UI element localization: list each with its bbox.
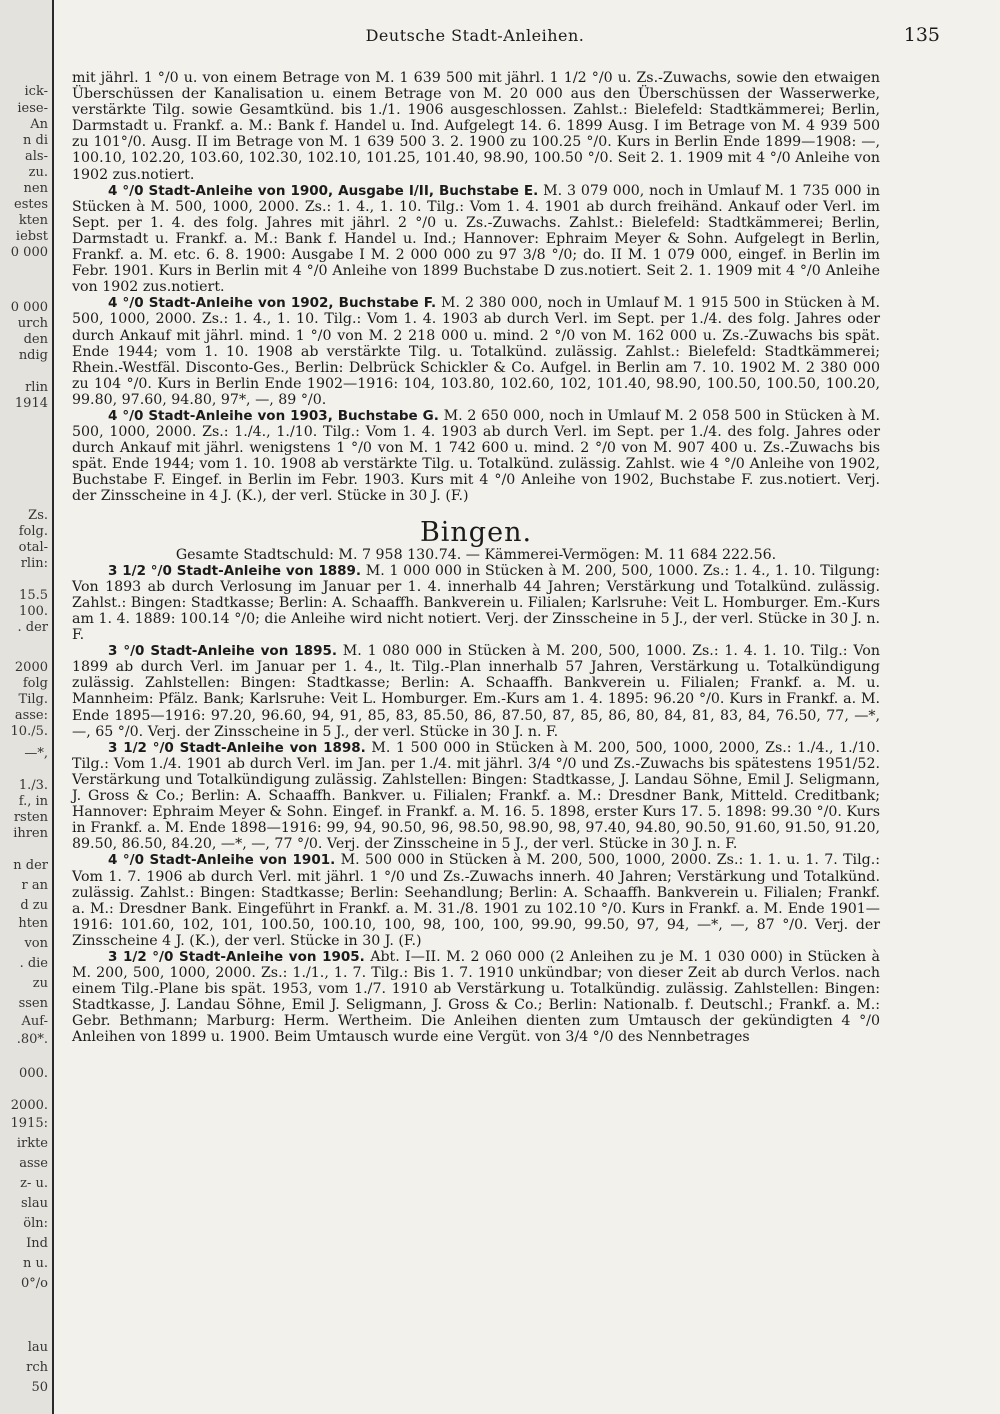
margin-fragment: asse [19, 1156, 48, 1171]
margin-fragment: z- u. [20, 1176, 48, 1191]
margin-fragment: asse: [14, 708, 48, 723]
margin-fragment: 0 000 [10, 245, 48, 260]
entry-heading: 4 °/0 Stadt-Anleihe von 1901. [108, 852, 336, 869]
margin-fragment: n der [13, 858, 48, 873]
bond-entry [72, 852, 880, 949]
margin-fragment: 0 000 [10, 300, 48, 315]
margin-fragment: f., in [18, 794, 48, 809]
margin-fragment: .80*. [16, 1032, 48, 1047]
entry-heading: 3 1/2 °/0 Stadt-Anleihe von 1898. [108, 739, 366, 756]
entry-text: Abt. I—II. M. 2 060 000 (2 Anleihen zu je M. 1 030 000) in Stücken à M. 200, 500, 1000, 2000. Zs.: 1./1., 1. 7. Tilg.: Bis 1. 7. 1910 unkündbar; von dieser Zeit ab durch Verlos. nach einem Tilg.-Plane bis spät. 1953, vom 1./7. 1910 ab Verstärkung u. Totalkündig. zulässig. Zahlstellen: Bingen: Stadtkasse, J. Landau Söhne, Emil J. Seligmann, J. Gross & Co.; Berlin: Nationalb. f. Deutschl.; Frankf. a. M.: Gebr. Bethmann; Marburg: Herm. Wertheim. Die Anleihen dienten zum Umtausch der gekündigten 4 °/0 Anleihen von 1899 u. 1900. Beim Umtausch wurde eine Vergüt. von 3/4 °/0 des Nennbetrages [72, 948, 880, 1046]
margin-fragment: 1915: [10, 1116, 48, 1131]
margin-fragment: r an [21, 878, 48, 893]
bond-entry [72, 408, 880, 505]
margin-fragment: irkte [16, 1136, 48, 1151]
bond-entry [72, 643, 880, 740]
margin-fragment: rlin [25, 380, 48, 395]
entry-heading: 4 °/0 Stadt-Anleihe von 1900, Ausgabe I/II, Buchstabe E. [108, 182, 539, 199]
book-page [60, 0, 990, 1414]
margin-fragment: . die [19, 956, 48, 971]
margin-fragment: hten [18, 916, 48, 931]
entry-heading: 4 °/0 Stadt-Anleihe von 1902, Buchstabe F. [108, 295, 437, 312]
margin-fragment: ssen [18, 996, 48, 1011]
margin-fragment: ihren [13, 826, 48, 841]
margin-fragment: 1914 [14, 396, 48, 411]
entry-text: M. 1 500 000 in Stücken à M. 200, 500, 1000, 2000, Zs.: 1./4., 1./10. Tilg.: Vom 1./4. 1901 ab durch Verl. im Jan. per 1./4. mit jährl. 3/4 °/0 und Zs.-Zuwachs bis spätestens 1951/52. Verstärkung und Totalkündigung zulässig. Zahlstellen: Bingen: Stadtkasse, J. Landau Söhne, Emil J. Seligmann, J. Gross & Co.; Berlin: A. Schaaffh. Bankver. u. Filialen; Frankf. a. M.: Dresdner Bank, Mitteld. Creditbank; Hannover: Ephraim Meyer & Sohn. Eingef. in Frankf. a. M. 16. 5. 1898, erster Kurs 17. 5. 1898: 99.30 °/0. Kurs in Frankf. a. M. Ende 1898—1916: 99, 94, 90.50, 96, 98.50, 98.90, 98, 97.40, 94.80, 90.50, 91.60, 91.50, 91.20, 89.50, 86.50, 84.20, —*, —, 77 °/0. Verj. der Zinsscheine in 5 J., der verl. Stücke in 30 J. n. F. [72, 739, 880, 853]
margin-fragment: 1./3. [18, 778, 48, 793]
bond-entry [72, 183, 880, 296]
margin-fragment: folg. [18, 524, 48, 539]
entry-text: M. 1 000 000 in Stücken à M. 200, 500, 1000. Zs.: 1. 4., 1. 10. Tilgung: Von 1893 ab durch Verlosung im Januar per 1. 4. innerhalb 44 Jahren; Verstärkung und Totalkünd. zulässig. Zahlst.: Bingen: Stadtkasse; Berlin: A. Schaaffh. Bankverein u. Filialen; Karlsruhe: Veit L. Homburger. Em.-Kurs am 1. 4. 1889: 100.14 °/0; die Anleihe wird nicht notiert. Verj. der Zinsscheine in 5 J., der verl. Stücke in 30 J. n. F. [72, 562, 880, 644]
margin-fragment: ndig [18, 348, 48, 363]
margin-fragment: iese- [17, 101, 48, 116]
margin-fragment: 2000. [10, 1098, 48, 1113]
margin-fragment: otal- [18, 540, 48, 555]
margin-fragment: 100. [19, 604, 48, 619]
margin-fragment: zu. [28, 165, 48, 180]
margin-fragment: rch [26, 1360, 48, 1375]
entry-text: mit jährl. 1 °/0 u. von einem Betrage von M. 1 639 500 mit jährl. 1 1/2 °/0 u. Zs.-Zuwachs, sowie den etwaigen Überschüssen der Kanalisation u. einem Betrage von M. 20 000 aus den Überschüssen der Wasserwerke, verstärkte Tilg. sowie Gesamtkünd. bis 1./1. 1906 ausgeschlossen. Zahlst.: Bielefeld: Stadtkämmerei; Berlin, Darmstadt u. Frankf. a. M.: Bank f. Handel u. Ind. Aufgelegt 14. 6. 1899 Ausg. I im Betrage von M. 4 939 500 zu 101°/0. Ausg. II im Betrage von M. 1 639 500 3. 2. 1900 zu 100.25 °/0. Kurs in Berlin Ende 1899—1908: —, 100.10, 102.20, 103.60, 102.30, 102.10, 101.25, 101.40, 98.90, 100.50 °/0. Seit 2. 1. 1909 mit 4 °/0 Anleihe von 1902 zus.notiert. [72, 70, 880, 183]
margin-fragment: 000. [19, 1066, 48, 1081]
entry-heading: 3 1/2 °/0 Stadt-Anleihe von 1889. [108, 562, 362, 579]
margin-fragment: An [30, 117, 48, 132]
margin-fragment: 10./5. [10, 724, 48, 739]
margin-fragment: estes [14, 197, 48, 212]
bond-entry [72, 295, 880, 408]
margin-fragment: Zs. [28, 508, 48, 523]
margin-fragment: nen [23, 181, 48, 196]
margin-fragment: n u. [22, 1256, 48, 1271]
margin-fragment: . der [17, 620, 48, 635]
margin-fragment: den [23, 332, 48, 347]
bond-entry [72, 740, 880, 853]
margin-fragment: öln: [23, 1216, 48, 1231]
margin-fragment: d zu [20, 898, 48, 913]
margin-fragment: als- [25, 149, 48, 164]
page-number: 135 [903, 24, 940, 46]
entry-heading: 4 °/0 Stadt-Anleihe von 1903, Buchstabe G. [108, 407, 439, 424]
margin-fragment: rsten [13, 810, 48, 825]
entry-text: M. 1 080 000 in Stücken à M. 200, 500, 1000. Zs.: 1. 4. 1. 10. Tilg.: Von 1899 ab durch Verl. im Januar per 1. 4., lt. Tilg.-Plan innerhalb 57 Jahren, Verstärkung u. Totalkündigung zulässig. Zahlstellen: Bingen: Stadtkasse; Berlin: A. Schaaffh. Bankverein u. Filialen; Frankf. a. M. u. Mannheim: Pfälz. Bank; Karlsruhe: Veit L. Homburger. Em.-Kurs am 1. 4. 1895: 96.20 °/0. Kurs in Frankf. a. M. Ende 1895—1916: 97.20, 96.60, 94, 91, 85, 83, 85.50, 86, 87.50, 87, 85, 86, 80, 84, 81, 83, 84, 76.50, 77, —*, —, 65 °/0. Verj. der Zinsscheine in 5 J., der verl. Stücke in 30 J. n. F. [72, 643, 880, 740]
margin-fragment: kten [18, 213, 48, 228]
running-title: Deutsche Stadt-Anleihen. [365, 26, 585, 45]
margin-fragment: 0°/o [21, 1276, 48, 1291]
margin-fragment: slau [21, 1196, 48, 1211]
margin-fragment: 2000 [14, 660, 48, 675]
margin-fragment: Auf- [21, 1014, 48, 1029]
bond-entry [72, 563, 880, 643]
margin-fragment: zu [32, 976, 48, 991]
margin-fragment: folg [22, 676, 48, 691]
entry-text: M. 2 650 000, noch in Umlauf M. 2 058 500 in Stücken à M. 500, 1000, 2000. Zs.: 1./4., 1./10. Tilg.: Vom 1. 4. 1903 ab durch Verl. im Sept. per 1./4. des folg. Jahres oder durch Ankauf mit jährl. wenigstens 1 °/0 von M. 1 742 600 u. mind. 2 °/0 von M. 907 400 u. Zs.-Zuwachs bis spät. Ende 1944; vom 1. 10. 1908 ab verstärkte Tilg. u. Totalkünd. zulässig. Zahlst. wie 4 °/0 Anleihe von 1902, Buchstabe F. Eingef. in Berlin im Febr. 1903. Kurs mit 4 °/0 Anleihe von 1902, Buchstabe F. zus.notiert. Verj. der Zinsscheine in 4 J. (K.), der verl. Stücke in 30 J. (F.) [72, 407, 880, 505]
adjacent-page-margin [0, 0, 54, 1414]
entry-text: M. 2 380 000, noch in Umlauf M. 1 915 500 in Stücken à M. 500, 1000, 2000. Zs.: 1. 4., 1. 10. Tilg.: Vom 1. 4. 1903 ab durch Verl. im Sept. per 1./4. des folg. Jahres oder durch Ankauf mit jährl. mind. 1 °/0 von M. 2 218 000 u. mind. 2 °/0 von M. 162 000 u. Zs.-Zuwachs bis spät. Ende 1944; vom 1. 10. 1908 ab verstärkte Tilg. u. Totalkünd. zulässig. Zahlst.: Bielefeld: Stadtkämmerei; Rhein.-Westfäl. Disconto-Ges., Berlin: Delbrück Schickler & Co. Aufgel. in Berlin am 7. 10. 1902 M. 2 380 000 zu 104 °/0. Kurs in Berlin Ende 1902—1916: 104, 103.80, 102.60, 102, 101.40, 98.90, 100.50, 100.50, 100.20, 99.80, 97.60, 94.80, 97*, —, 89 °/0. [72, 295, 880, 408]
entry-text: M. 500 000 in Stücken à M. 200, 500, 1000, 2000. Zs.: 1. 1. u. 1. 7. Tilg.: Vom 1. 7. 1906 ab durch Verl. mit jährl. 1 °/0 und Zs.-Zuwachs innerh. 40 Jahren; Verstärkung und Totalkünd. zulässig. Zahlst.: Bingen: Stadtkasse; Berlin: Seehandlung; Berlin: A. Schaaffh. Bankverein u. Filialen; Frankf. a. M.: Dresdner Bank. Eingeführt in Frankf. a. M. 31./8. 1901 zu 102.10 °/0. Kurs in Frankf. a. M. Ende 1901—1916: 101.60, 102, 101, 100.50, 100.10, 100, 98, 100, 100, 99.90, 99.50, 97, 94, —*, —, 87 °/0. Verj. der Zinsscheine 4 J. (K.), der verl. Stücke in 30 J. (F.) [72, 852, 881, 949]
margin-fragment: 15.5 [19, 588, 48, 603]
margin-fragment: ick- [24, 84, 48, 99]
margin-fragment: Tilg. [18, 692, 48, 707]
entry-text: M. 3 079 000, noch in Umlauf M. 1 735 000 in Stücken à M. 500, 1000, 2000. Zs.: 1. 4., 1. 10. Tilg.: Vom 1. 4. 1901 ab durch freihänd. Ankauf oder Verl. im Sept. per 1. 4. des folg. Jahres mit jährl. 2 °/0 u. Zs.-Zuwachs. Zahlst.: Bielefeld: Stadtkämmerei; Berlin, Darmstadt u. Frankf. a. M.: Bank f. Handel u. Ind.; Hannover: Ephraim Meyer & Sohn. Aufgelegt in Berlin, Frankf. a. M. etc. 6. 8. 1900: Ausgabe I M. 2 000 000 zu 97 3/8 °/0; do. II M. 1 079 000, eingef. in Berlin im Febr. 1901. Kurs in Berlin mit 4 °/0 Anleihe von 1899 Buchstabe D zus.notiert. Seit 2. 1. 1909 mit 4 °/0 Anleihe von 1902 zus.notiert. [72, 182, 881, 296]
margin-fragment: 50 [31, 1380, 48, 1395]
margin-fragment: urch [17, 316, 48, 331]
margin-fragment: iebst [15, 229, 48, 244]
entry-heading: 3 1/2 °/0 Stadt-Anleihe von 1905. [108, 948, 365, 965]
debt-summary: Gesamte Stadtschuld: M. 7 958 130.74. — Kämmerei-Vermögen: M. 11 684 222.56. [175, 546, 777, 563]
bond-entry [72, 949, 880, 1046]
entry-heading: 3 °/0 Stadt-Anleihe von 1895. [108, 643, 337, 660]
entry-continuation [72, 70, 880, 183]
margin-fragment: n di [23, 133, 48, 148]
margin-fragment: —*, [24, 746, 48, 761]
page-body [72, 70, 880, 1046]
city-heading: Bingen. [419, 516, 533, 548]
margin-fragment: von [24, 936, 48, 951]
margin-fragment: lau [27, 1340, 48, 1355]
margin-fragment: Ind [26, 1236, 48, 1251]
margin-fragment: rlin: [20, 556, 48, 571]
